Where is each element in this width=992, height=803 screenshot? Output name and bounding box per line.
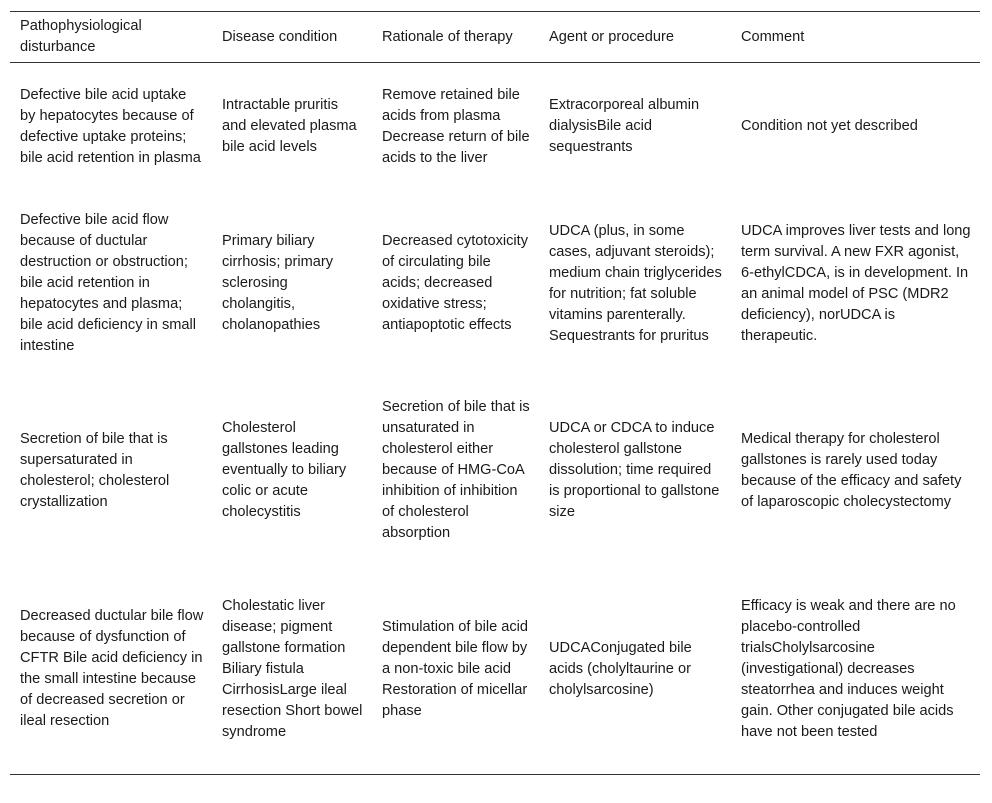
table-header-row	[10, 12, 980, 63]
table-row	[10, 377, 980, 564]
cell-rationale-of-therapy: Stimulation of bile acid dependent bile flow by a non-toxic bile acid Restoration of micellar phase	[382, 618, 529, 719]
cell-pathophysiological-disturbance: Decreased ductular bile flow because of dysfunction of CFTR Bile acid deficiency in the small intestine because of decreased secretion or ileal resection	[20, 608, 204, 729]
cell-comment: Efficacy is weak and there are no placebo-controlled trialsCholylsarcosine (investigational) decreases steatorrhea and induces weight gain. Other conjugated bile acids have not been tested	[741, 597, 956, 740]
cell-pathophysiological-disturbance: Defective bile acid flow because of ductular destruction or obstruction; bile acid retention in hepatocytes and plasma; bile acid deficiency in small intestine	[20, 212, 197, 354]
cell-agent-or-procedure: UDCAConjugated bile acids (cholyltaurine or cholylsarcosine)	[549, 639, 692, 698]
cell-comment: Condition not yet described	[741, 118, 918, 134]
cell-rationale-of-therapy: Remove retained bile acids from plasma Decrease return of bile acids to the liver	[382, 86, 530, 166]
cell-rationale-of-therapy: Secretion of bile that is unsaturated in cholesterol either because of HMG-CoA inhibition of inhibition of cholesterol absorption	[382, 399, 530, 541]
table-row	[10, 190, 980, 377]
cell-disease-condition: Cholestatic liver disease; pigment gallstone formation Biliary fistula CirrhosisLarge ileal resection Short bowel syndrome	[222, 597, 363, 740]
cell-agent-or-procedure: UDCA or CDCA to induce cholesterol gallstone dissolution; time required is proportional to gallstone size	[549, 420, 720, 520]
cell-agent-or-procedure: Extracorporeal albumin dialysisBile acid sequestrants	[549, 97, 700, 155]
cell-disease-condition: Intractable pruritis and elevated plasma bile acid levels	[222, 97, 357, 155]
header-comment: Comment	[731, 12, 980, 63]
therapy-table	[10, 11, 980, 775]
cell-disease-condition: Primary biliary cirrhosis; primary sclerosing cholangitis, cholanopathies	[222, 233, 334, 333]
cell-agent-or-procedure: UDCA (plus, in some cases, adjuvant steroids); medium chain triglycerides for nutrition; fat soluble vitamins parenterally. Sequestrants for pruritus	[549, 222, 722, 344]
cell-comment: Medical therapy for cholesterol gallstones is rarely used today because of the efficacy and safety of laparoscopic cholecystectomy	[741, 430, 962, 510]
cell-pathophysiological-disturbance: Defective bile acid uptake by hepatocytes because of defective uptake proteins; bile acid retention in plasma	[20, 86, 201, 166]
table-row	[10, 63, 980, 191]
table-container	[10, 11, 980, 775]
cell-rationale-of-therapy: Decreased cytotoxicity of circulating bile acids; decreased oxidative stress; antiapoptotic effects	[382, 233, 528, 333]
cell-disease-condition: Cholesterol gallstones leading eventually to biliary colic or acute cholecystitis	[222, 420, 347, 520]
header-disease-condition: Disease condition	[212, 12, 372, 63]
cell-pathophysiological-disturbance: Secretion of bile that is supersaturated in cholesterol; cholesterol crystallization	[20, 430, 170, 510]
header-agent-or-procedure: Agent or procedure	[539, 12, 731, 63]
table-row	[10, 564, 980, 775]
header-pathophysiological-disturbance: Pathophysiological disturbance	[10, 12, 212, 63]
cell-comment: UDCA improves liver tests and long term survival. A new FXR agonist, 6-ethylCDCA, is in development. In an animal model of PSC (MDR2 deficiency), norUDCA is therapeutic.	[741, 222, 971, 344]
header-rationale-of-therapy: Rationale of therapy	[372, 12, 539, 63]
